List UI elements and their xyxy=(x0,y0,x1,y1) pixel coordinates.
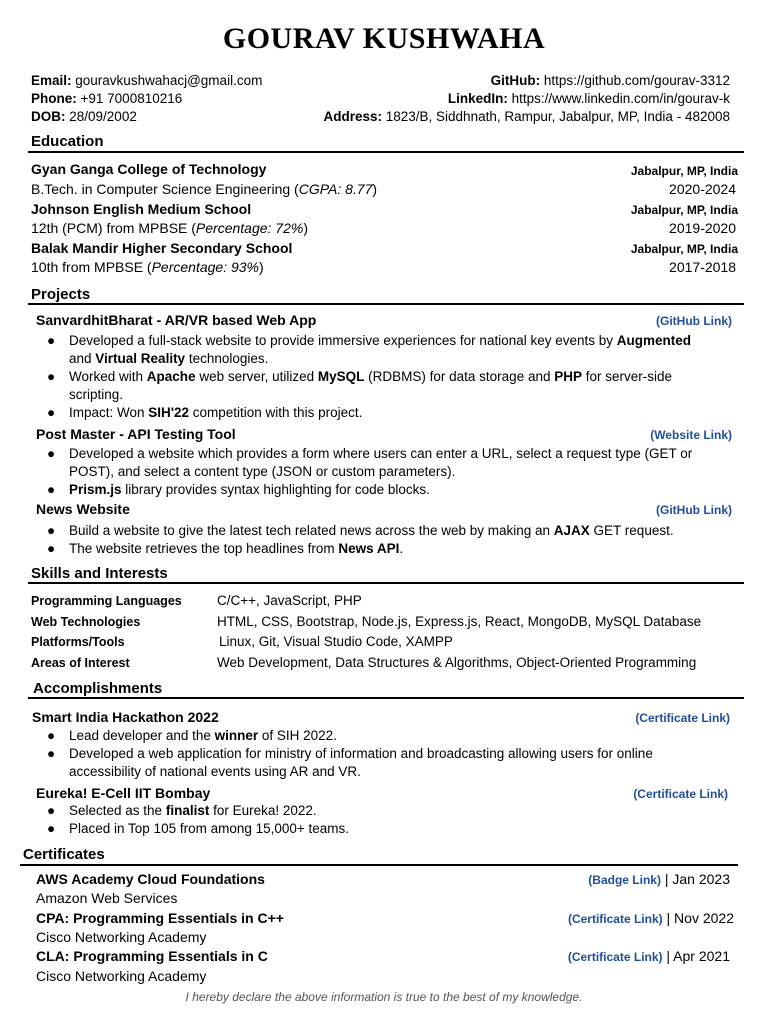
skill-value: Linux, Git, Visual Studio Code, XAMPP xyxy=(219,634,453,649)
certificate-date: | Nov 2022 xyxy=(666,910,734,926)
edu-years: 2020-2024 xyxy=(669,181,736,197)
edu-location: Jabalpur, MP, India xyxy=(630,164,738,178)
certificate-link[interactable]: (Certificate Link) xyxy=(567,912,663,926)
bullet-icon: ● xyxy=(47,523,56,538)
certificate-issuer: Cisco Networking Academy xyxy=(36,968,207,984)
dob-value: 28/09/2002 xyxy=(69,109,137,124)
linkedin-label: LinkedIn: xyxy=(447,91,508,106)
bullet-icon: ● xyxy=(47,446,56,461)
accomplishments-heading: Accomplishments xyxy=(33,680,163,697)
edu-years: 2017-2018 xyxy=(669,259,736,275)
skill-label: Web Technologies xyxy=(31,615,141,629)
certificate-issuer: Cisco Networking Academy xyxy=(36,929,207,945)
certificate-meta xyxy=(568,948,730,964)
bullet-icon: ● xyxy=(47,541,56,556)
github-label: GitHub: xyxy=(490,73,541,88)
accomplishment-title: Eureka! E-Cell IIT Bombay xyxy=(36,785,211,801)
contact-right xyxy=(323,72,730,126)
skill-label: Programming Languages xyxy=(31,594,182,608)
accomplishment-link[interactable]: (Certificate Link) xyxy=(635,711,730,725)
accomplishment-bullet: ● Developed a web application for ministry of information and broadcasting allowing users for online accessibility of national events using AR and VR. xyxy=(47,746,653,779)
edu-school: Johnson English Medium School xyxy=(31,201,252,217)
edu-years: 2019-2020 xyxy=(669,220,736,236)
certificate-issuer: Amazon Web Services xyxy=(36,890,178,906)
project-bullet: ● Impact: Won SIH'22 competition with this project. xyxy=(47,405,363,420)
projects-divider xyxy=(28,303,744,305)
email-label: Email: xyxy=(31,73,72,88)
skills-heading: Skills and Interests xyxy=(31,565,168,582)
accomplishment-title: Smart India Hackathon 2022 xyxy=(32,709,219,725)
edu-degree: 12th (PCM) from MPBSE (Percentage: 72%) xyxy=(31,220,308,236)
github-value[interactable]: https://github.com/gourav-3312 xyxy=(543,73,730,88)
certificate-meta xyxy=(568,910,734,926)
accomplishment-link[interactable]: (Certificate Link) xyxy=(633,787,728,801)
edu-location: Jabalpur, MP, India xyxy=(630,242,738,256)
project-title: SanvardhitBharat - AR/VR based Web App xyxy=(36,312,317,328)
skill-value: HTML, CSS, Bootstrap, Node.js, Express.js, React, MongoDB, MySQL Database xyxy=(217,614,702,629)
contact-left xyxy=(31,72,262,126)
email-value[interactable]: gouravkushwahacj@gmail.com xyxy=(75,73,263,88)
education-heading: Education xyxy=(31,133,104,150)
bullet-icon: ● xyxy=(47,728,56,743)
certificate-title: AWS Academy Cloud Foundations xyxy=(36,871,265,887)
edu-school: Gyan Ganga College of Technology xyxy=(31,161,267,177)
accomplishment-bullet: ● Lead developer and the winner of SIH 2022. xyxy=(47,728,337,743)
bullet-icon: ● xyxy=(47,405,56,420)
project-bullet: ● Worked with Apache web server, utilized MySQL (RDBMS) for data storage and PHP for server-side scripting. xyxy=(47,369,673,402)
project-link[interactable]: (GitHub Link) xyxy=(656,503,732,517)
bullet-icon: ● xyxy=(47,803,56,818)
project-link[interactable]: (GitHub Link) xyxy=(656,314,732,328)
accomplishment-bullet: ● Selected as the finalist for Eureka! 2022. xyxy=(47,803,317,818)
dob-label: DOB: xyxy=(31,109,66,124)
bullet-icon: ● xyxy=(47,746,56,761)
project-title: News Website xyxy=(36,501,130,517)
edu-degree: B.Tech. in Computer Science Engineering (CGPA: 8.77) xyxy=(31,181,378,197)
project-bullet: ● Developed a full-stack website to provide immersive experiences for national key events by Augmented and Virtual Reality technologies. xyxy=(47,333,692,366)
certificates-heading: Certificates xyxy=(23,846,105,863)
accomplishment-bullet: ● Placed in Top 105 from among 15,000+ teams. xyxy=(47,821,350,836)
project-bullet: ● The website retrieves the top headlines from News API. xyxy=(47,541,404,556)
skill-label: Platforms/Tools xyxy=(31,635,125,649)
declaration: I hereby declare the above information is true to the best of my knowledge. xyxy=(185,990,583,1004)
certificate-link[interactable]: (Certificate Link) xyxy=(567,950,663,964)
phone-value: +91 7000810216 xyxy=(80,91,183,106)
skill-value: Web Development, Data Structures & Algorithms, Object-Oriented Programming xyxy=(217,655,697,670)
edu-degree: 10th from MPBSE (Percentage: 93%) xyxy=(31,259,264,275)
skill-label: Areas of Interest xyxy=(31,656,130,670)
edu-location: Jabalpur, MP, India xyxy=(630,203,738,217)
accomplishments-divider xyxy=(28,697,744,699)
bullet-icon: ● xyxy=(47,333,56,348)
project-bullet: ● Build a website to give the latest tech related news across the web by making an AJAX GET request. xyxy=(47,523,674,538)
linkedin-value[interactable]: https://www.linkedin.com/in/gourav-k xyxy=(511,91,730,106)
certificate-meta xyxy=(588,871,730,887)
candidate-name: GOURAV KUSHWAHA xyxy=(222,22,546,55)
projects-heading: Projects xyxy=(31,286,91,303)
project-bullet: ● Developed a website which provides a form where users can enter a URL, select a request type (GET or POST), and select a content type (JSON or custom parameters). xyxy=(47,446,693,479)
edu-school: Balak Mandir Higher Secondary School xyxy=(31,240,293,256)
skills-divider xyxy=(28,582,744,584)
certificates-divider xyxy=(20,864,738,866)
skill-value: C/C++, JavaScript, PHP xyxy=(217,593,362,608)
project-bullet: ● Prism.js library provides syntax highlighting for code blocks. xyxy=(47,482,430,497)
certificate-link[interactable]: (Badge Link) xyxy=(588,873,661,887)
project-title: Post Master - API Testing Tool xyxy=(36,426,236,442)
certificate-title: CLA: Programming Essentials in C xyxy=(36,948,268,964)
certificate-date: | Jan 2023 xyxy=(664,871,730,887)
address-label: Address: xyxy=(323,109,382,124)
certificate-date: | Apr 2021 xyxy=(666,948,730,964)
education-divider xyxy=(28,151,744,153)
project-link[interactable]: (Website Link) xyxy=(650,428,732,442)
address-value: 1823/B, Siddhnath, Rampur, Jabalpur, MP, India - 482008 xyxy=(385,109,730,124)
phone-label: Phone: xyxy=(31,91,77,106)
bullet-icon: ● xyxy=(47,369,56,384)
bullet-icon: ● xyxy=(47,821,56,836)
certificate-title: CPA: Programming Essentials in C++ xyxy=(36,910,284,926)
bullet-icon: ● xyxy=(47,482,56,497)
